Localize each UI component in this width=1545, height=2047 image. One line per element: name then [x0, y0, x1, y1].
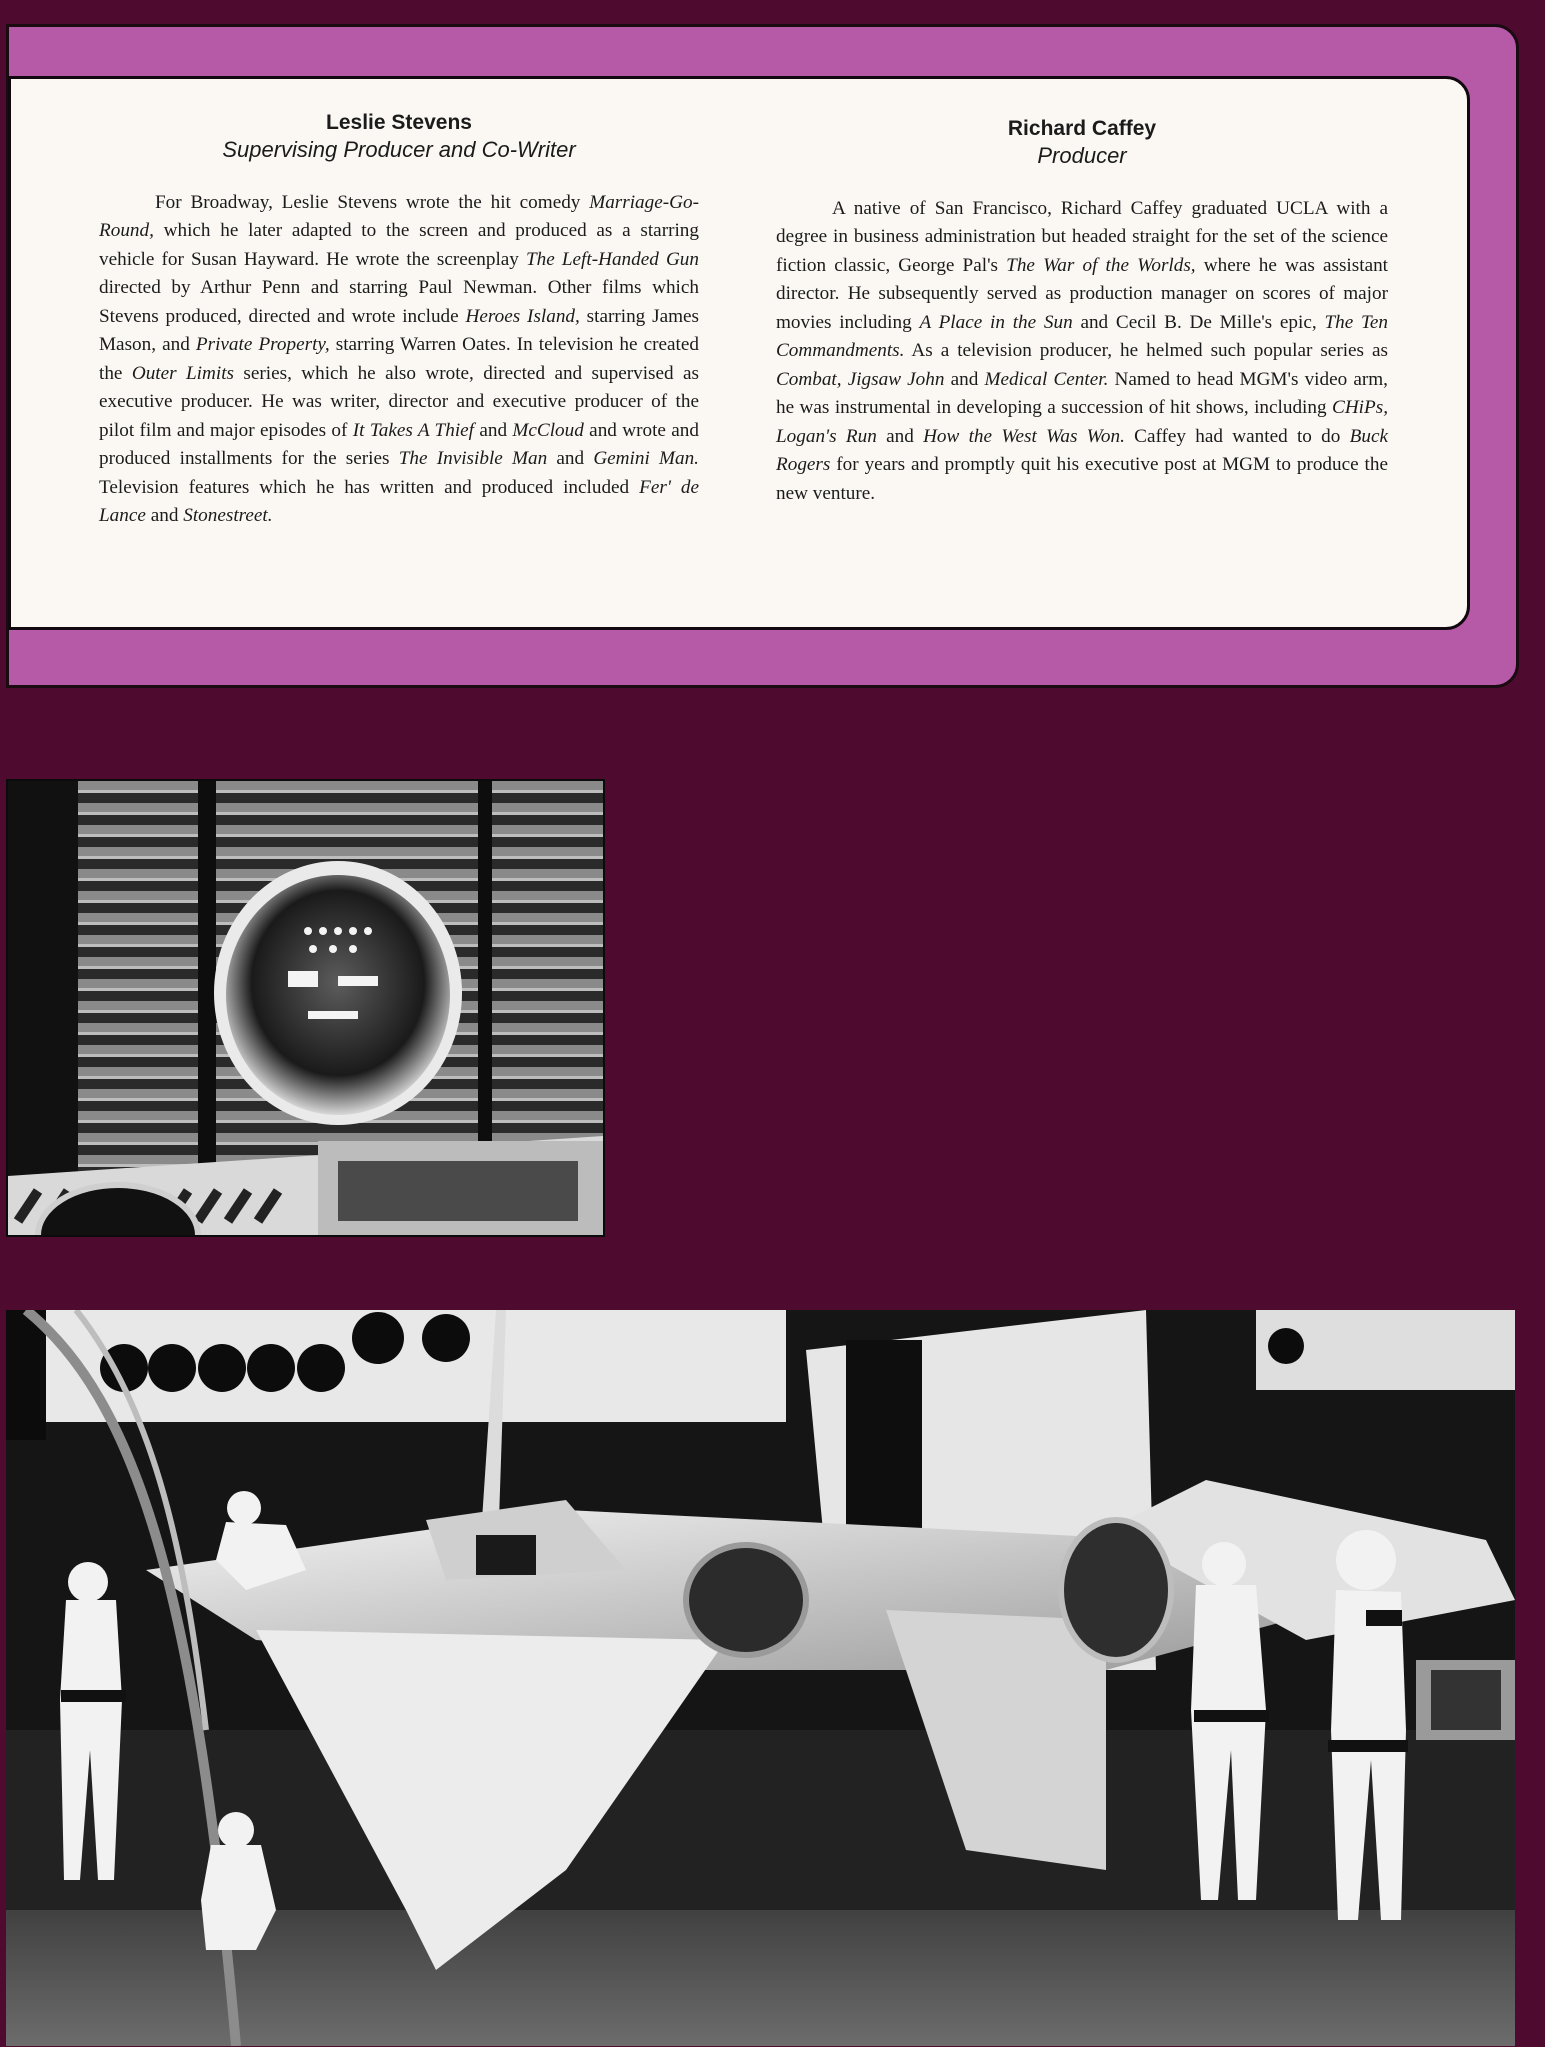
bio-text-run: A native of San Francisco, Richard Caffey graduated UCLA with a degree in business administration but headed straight for the set of the science fiction classic, George Pal's — [776, 197, 1388, 276]
bio-text-run: where he was assistant director. He subsequently served as production manager on scores of major movies including — [776, 254, 1389, 333]
bio-text-run: Television features which he has written and produced included — [99, 476, 640, 498]
person-role: Producer — [1037, 143, 1127, 169]
bio-title-run: The Invisible Man — [398, 448, 548, 470]
bio-text-run: and — [876, 425, 924, 447]
bio-text-run: For Broadway, Leslie Stevens wrote the hit comedy — [155, 191, 590, 213]
bio-text-run: As a television producer, he helmed such popular series as — [904, 340, 1388, 362]
bio-title-run: Stonestreet. — [183, 505, 273, 527]
bio-title-run: Heroes Island, — [465, 305, 580, 327]
person-name: Leslie Stevens — [326, 111, 472, 134]
bio-text-run: and — [944, 368, 985, 390]
bio-title-run: Private Property, — [195, 334, 330, 356]
bio-title-run: Medical Center. — [984, 368, 1109, 390]
bio-title-run: Fer' de Lance — [99, 476, 700, 527]
person-name: Richard Caffey — [1007, 117, 1157, 140]
bio-column-leslie-stevens — [99, 109, 699, 531]
bio-text-run: and wrote and produced installments for the series — [99, 419, 699, 470]
bio-text-run: which he later adapted to the screen and produced as a starring vehicle for Susan Hayward. He wrote the screenplay — [99, 220, 699, 270]
robot-photo — [6, 779, 605, 1237]
person-bio — [99, 189, 699, 531]
bio-title-run: Buck Rogers — [776, 425, 1388, 476]
bio-text-run: starring James Mason, and — [99, 305, 699, 356]
bio-title-run: It Takes A Thief — [352, 419, 474, 441]
bio-text-run: Caffey had wanted to do — [1124, 425, 1350, 447]
bio-text-run: and — [547, 448, 594, 470]
spaceship-hangar-photo — [6, 1310, 1515, 2046]
bio-card — [8, 76, 1470, 630]
bio-title-run: McCloud — [512, 419, 584, 441]
bio-text-run: and — [474, 419, 513, 441]
bio-title-run: CHiPs, Logan's Run — [776, 397, 1388, 447]
bio-title-run: The Left-Handed Gun — [526, 248, 699, 270]
bio-title-run: Gemini Man. — [593, 448, 699, 470]
bio-text-run: for years and promptly quit his executive post at MGM to produce the new venture. — [776, 454, 1388, 504]
bio-text-run: directed by Arthur Penn and starring Paul Newman. Other films which Stevens produced, directed and wrote include — [99, 277, 699, 327]
bio-column-richard-caffey — [776, 115, 1388, 508]
bio-title-run: A Place in the Sun — [919, 311, 1073, 333]
bio-title-run: How the West Was Won. — [923, 425, 1125, 447]
bio-text-run: and — [145, 505, 184, 527]
bio-title-run: The Ten Commandments. — [776, 311, 1388, 362]
bio-text-run: and Cecil B. De Mille's epic, — [1072, 311, 1325, 333]
bio-title-run: Combat, Jigsaw John — [776, 368, 945, 390]
bio-title-run: The War of the Worlds, — [1006, 254, 1196, 276]
person-bio — [776, 195, 1388, 509]
bio-title-run: Outer Limits — [131, 362, 234, 384]
bio-title-run: Marriage-Go-Round, — [99, 191, 699, 242]
bio-text-run: Named to head MGM's video arm, he was instrumental in developing a succession of hit shows, including — [776, 368, 1388, 419]
bio-text-run: series, which he also wrote, directed and supervised as executive producer. He was writer, director and executive producer of the pilot film and major episodes of — [99, 362, 699, 441]
bio-text-run: starring Warren Oates. In television he created the — [99, 334, 699, 384]
person-role: Supervising Producer and Co-Writer — [222, 137, 576, 163]
